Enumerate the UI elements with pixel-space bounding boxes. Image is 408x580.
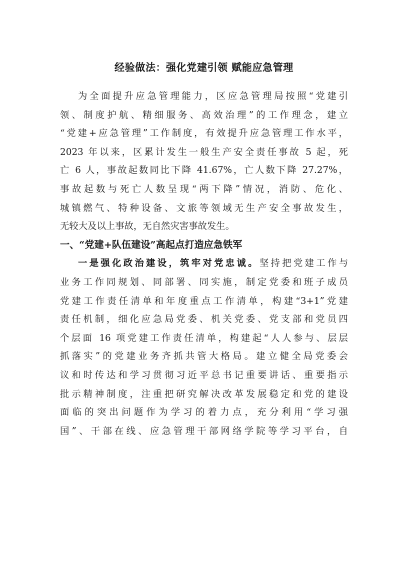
section-line: 业务工作同规划、同部署、同实施，制定党委和班子成员 xyxy=(60,276,348,288)
section-heading: 一、“党建+队伍建设”高起点打造应急铁军 xyxy=(60,239,243,251)
section-line: 批示精神制度，注重把研究解决改革发展稳定和党的建设 xyxy=(60,388,348,400)
section-line: 党建工作责任清单和年度重点工作清单，构建“3+1”党建 xyxy=(60,295,348,307)
intro-line: 亡 6 人，事故起数同比下降 41.67%，亡人数下降 27.27%， xyxy=(60,165,348,177)
section-line: 议和时传达和学习贯彻习近平总书记重要讲话、重要指示 xyxy=(60,369,348,381)
section-line: 面临的突出问题作为学习的着力点，充分利用“学习强 xyxy=(60,407,348,419)
intro-line: 2023 年以来，区累计发生一般生产安全责任事故 5 起，死 xyxy=(60,146,348,158)
intro-line: “党建+应急管理”工作制度，有效提升应急管理工作水平， xyxy=(60,128,348,140)
section-line: 国”、干部在线、应急管理干部网络学院等学习平台，自 xyxy=(60,425,348,437)
intro-line: 无较大及以上事故，无自然灾害事故发生。 xyxy=(60,221,235,233)
section-first-line-rest: 坚持把党建工作与 xyxy=(259,258,348,270)
section-lead: 一是强化政治建设，筑牢对党忠诚。 xyxy=(78,258,260,270)
intro-line: 事故起数与死亡人数呈现“两下降”情况，消防、危化、 xyxy=(60,183,348,195)
section-line: 个层面 16 项党建工作责任清单，构建起“人人参与、层层 xyxy=(60,332,348,344)
intro-paragraph xyxy=(60,88,348,237)
section-first-line xyxy=(60,255,348,274)
document-title: 经验做法：强化党建引领 赋能应急管理 xyxy=(114,63,294,74)
document-body xyxy=(60,62,348,441)
intro-line: 领、制度护航、精细服务、高效治理”的工作理念，建立 xyxy=(60,109,348,121)
intro-line: 为全面提升应急管理能力，区应急管理局按照“党建引 xyxy=(78,91,348,102)
section-line: 责任机制，细化应急局党委、机关党委、党支部和党员四 xyxy=(60,314,348,326)
section-line: 抓落实”的党建业务齐抓共管大格局。建立健全局党委会 xyxy=(60,351,348,363)
section-paragraph xyxy=(60,255,348,441)
intro-line: 城镇燃气、特种设备、文旅等领域无生产安全事故发生， xyxy=(60,202,348,214)
